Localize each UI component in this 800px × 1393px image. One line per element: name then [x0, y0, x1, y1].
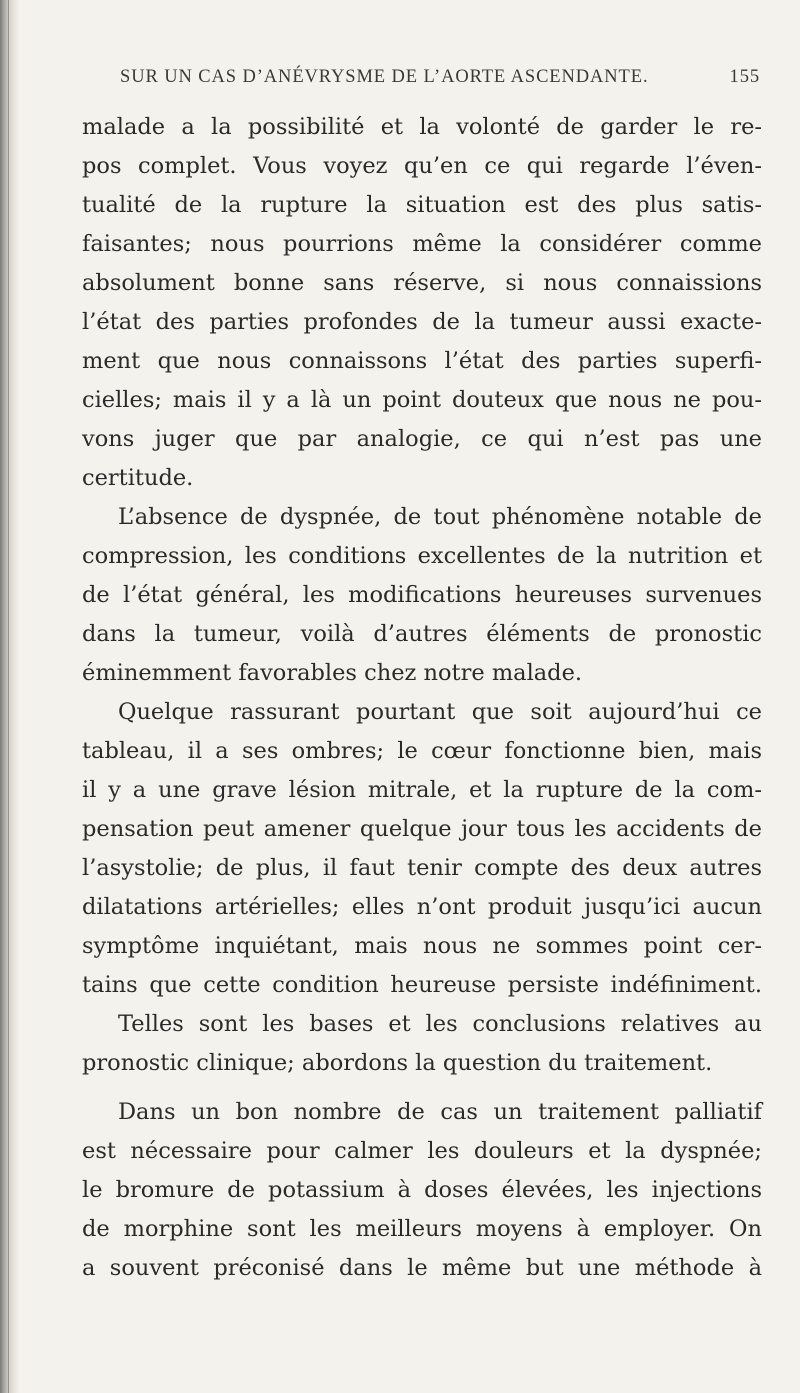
text-line: le bromure de potassium à doses élevées, les injections — [82, 1177, 762, 1203]
text-line: de morphine sont les meilleurs moyens à employer. On — [82, 1216, 762, 1242]
text-line: l’asystolie; de plus, il faut tenir compte des deux autres — [82, 855, 762, 881]
text-line: ment que nous connaissons l’état des parties superfi- — [82, 348, 762, 374]
text-line: il y a une grave lésion mitrale, et la rupture de la com- — [82, 777, 762, 803]
text-line: dans la tumeur, voilà d’autres éléments de pronostic — [82, 621, 762, 647]
text-line: faisantes; nous pourrions même la considérer comme — [82, 231, 762, 257]
text-line: absolument bonne sans réserve, si nous connaissions — [82, 270, 762, 296]
text-line: pensation peut amener quelque jour tous les accidents de — [82, 816, 762, 842]
text-line: éminemment favorables chez notre malade. — [82, 660, 583, 686]
text-line: a souvent préconisé dans le même but une méthode à — [82, 1255, 762, 1281]
page-gutter-shadow — [0, 0, 20, 1393]
text-line: cielles; mais il y a là un point douteux que nous ne pou- — [82, 387, 762, 413]
text-line: symptôme inquiétant, mais nous ne sommes point cer- — [82, 933, 762, 959]
page-header — [120, 67, 760, 97]
text-line: tualité de la rupture la situation est des plus satis- — [82, 192, 762, 218]
text-line: vons juger que par analogie, ce qui n’est pas une — [82, 426, 762, 452]
page-number: 155 — [729, 67, 760, 87]
text-line: certitude. — [82, 465, 194, 491]
binding-edge-line — [8, 0, 9, 1393]
text-line: l’état des parties profondes de la tumeur aussi exacte- — [82, 309, 762, 335]
text-line: tains que cette condition heureuse persiste indéfiniment. — [82, 972, 762, 998]
paragraph-first-line: Dans un bon nombre de cas un traitement palliatif — [118, 1099, 762, 1125]
text-line: pos complet. Vous voyez qu’en ce qui regarde l’éven- — [82, 153, 762, 179]
running-title: SUR UN CAS D’ANÉVRYSME DE L’AORTE ASCENDANTE. — [120, 67, 649, 87]
text-line: compression, les conditions excellentes de la nutrition et — [82, 543, 762, 569]
paragraph-first-line: L’absence de dyspnée, de tout phénomène notable de — [118, 504, 762, 530]
text-line: de l’état général, les modifications heureuses survenues — [82, 582, 762, 608]
text-line: malade a la possibilité et la volonté de garder le re- — [82, 114, 762, 140]
paragraph-first-line: Quelque rassurant pourtant que soit aujourd’hui ce — [118, 699, 762, 725]
text-line: est nécessaire pour calmer les douleurs et la dyspnée; — [82, 1138, 762, 1164]
text-line: pronostic clinique; abordons la question du traitement. — [82, 1050, 713, 1076]
text-line: dilatations artérielles; elles n’ont produit jusqu’ici aucun — [82, 894, 762, 920]
text-line: tableau, il a ses ombres; le cœur fonctionne bien, mais — [82, 738, 762, 764]
paragraph-first-line: Telles sont les bases et les conclusions relatives au — [118, 1011, 762, 1037]
